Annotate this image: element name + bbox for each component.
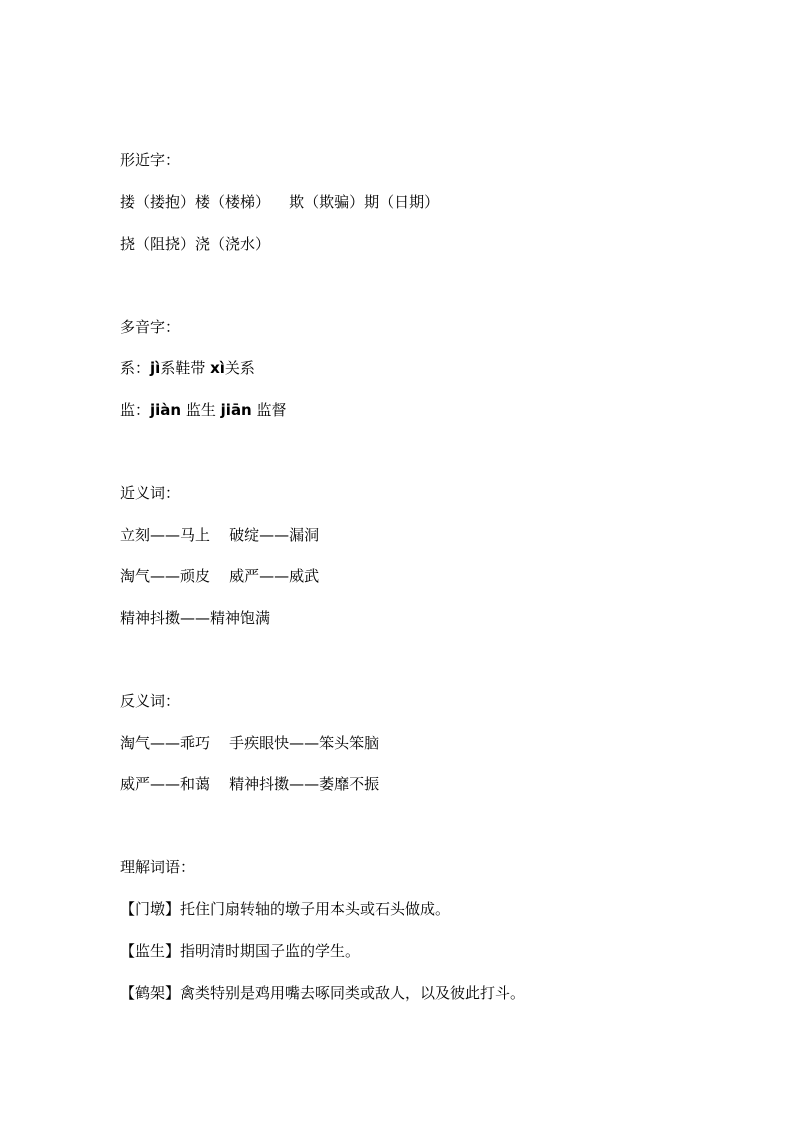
- heading-synonyms: 近义词：: [120, 484, 181, 502]
- pinyin: jiān: [220, 401, 252, 419]
- antonyms-line-2: 威严——和蔼 精神抖擞——萎靡不振: [120, 775, 380, 793]
- synonyms-line-1: 立刻——马上 破绽——漏洞: [120, 526, 320, 544]
- heading-antonyms: 反义词：: [120, 692, 181, 710]
- vocabulary-line-3: 【鹤架】禽类特别是鸡用嘴去啄同类或敌人，以及彼此打斗。: [120, 984, 526, 1002]
- heading-vocabulary: 理解词语：: [120, 858, 196, 876]
- polyphonic-word: 关系: [224, 359, 255, 377]
- pinyin: xì: [210, 359, 225, 377]
- heading-similar-chars: 形近字：: [120, 151, 181, 169]
- heading-polyphonic: 多音字：: [120, 318, 181, 336]
- polyphonic-char: 系：: [120, 359, 151, 377]
- polyphonic-line-1: [120, 358, 255, 378]
- similar-chars-line-2: 挠（阻挠）浇（浇水）: [120, 235, 271, 253]
- vocabulary-line-2: 【监生】指明清时期国子监的学生。: [120, 942, 361, 960]
- polyphonic-word: 监督: [251, 401, 287, 419]
- similar-chars-line-1: 搂（搂抱）楼（楼梯） 欺（欺骗）期（日期）: [120, 193, 440, 211]
- synonyms-line-2: 淘气——顽皮 威严——威武: [120, 567, 320, 585]
- polyphonic-line-2: [120, 400, 287, 420]
- antonyms-line-1: 淘气——乖巧 手疾眼快——笨头笨脑: [120, 734, 380, 752]
- pinyin: jì: [150, 359, 161, 377]
- polyphonic-char: 监：: [120, 401, 151, 419]
- synonyms-line-3: 精神抖擞——精神饱满: [120, 609, 271, 627]
- polyphonic-word: 监生: [181, 401, 221, 419]
- polyphonic-word: 系鞋带: [160, 359, 211, 377]
- vocabulary-line-1: 【门墩】托住门扇转轴的墩子用本头或石头做成。: [120, 900, 451, 918]
- pinyin: jiàn: [150, 401, 182, 419]
